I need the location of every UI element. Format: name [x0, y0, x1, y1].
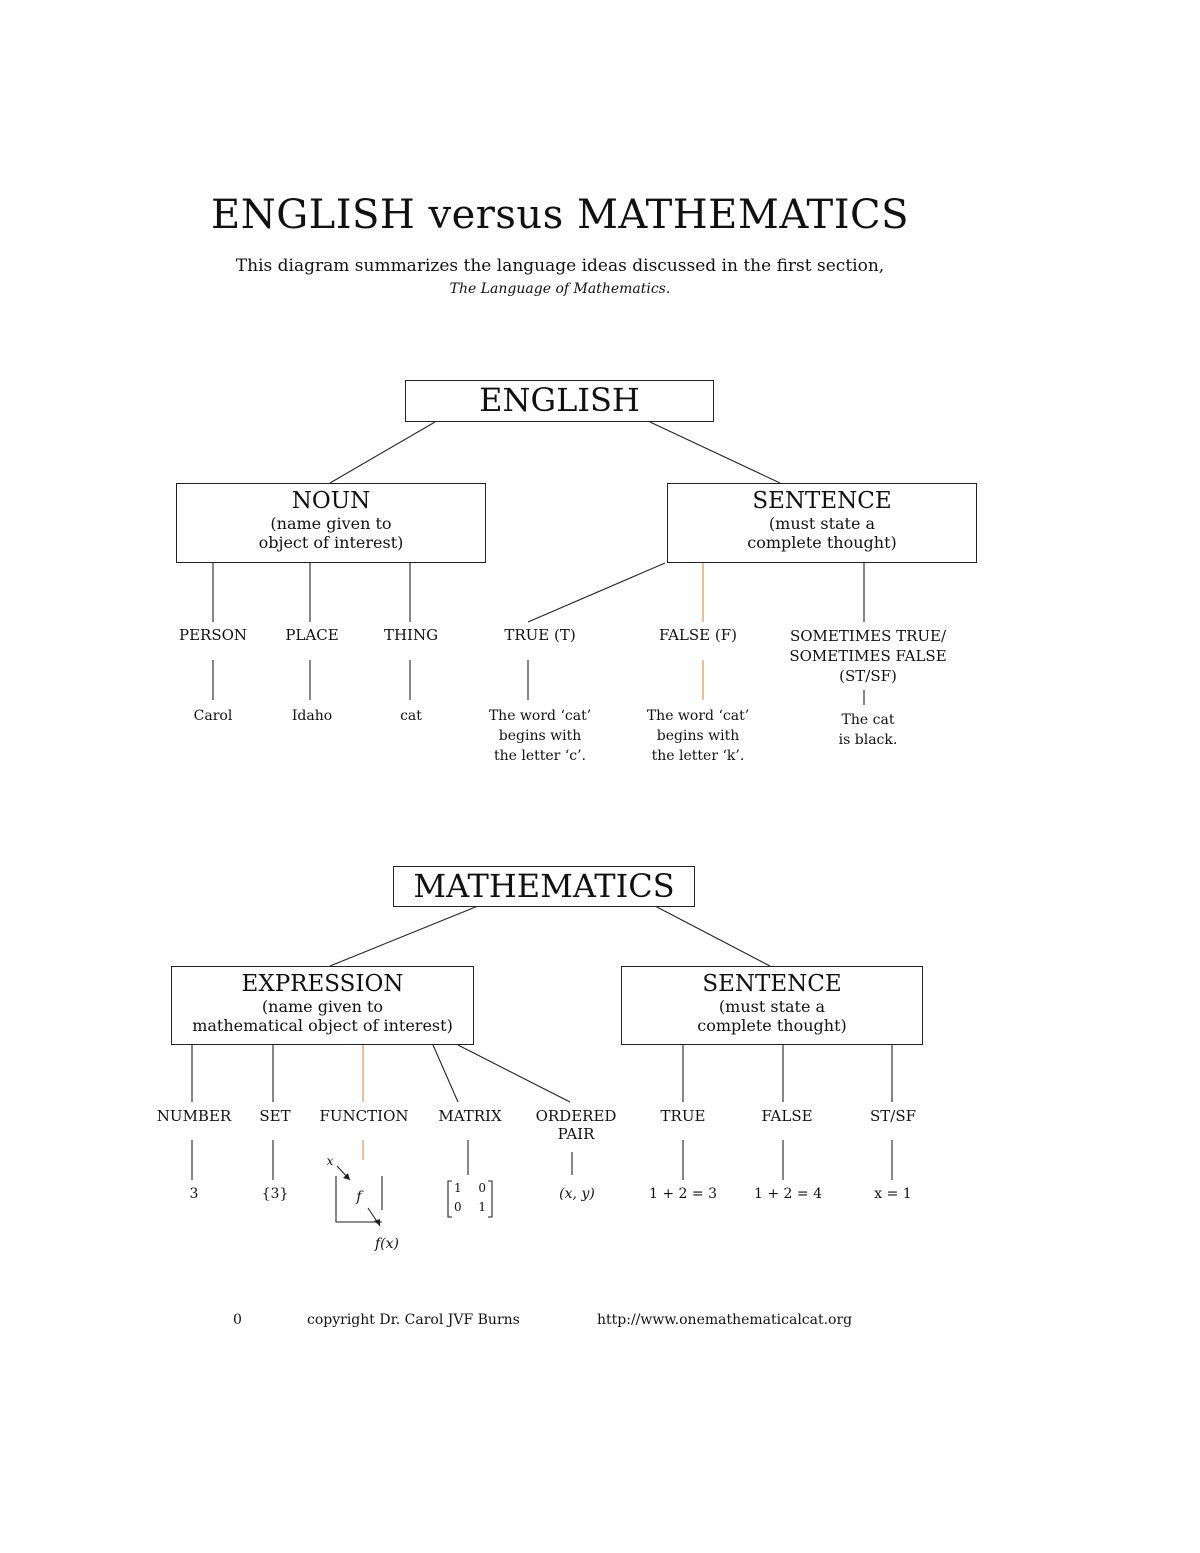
connector-expression-matrix	[433, 1045, 458, 1102]
label-sometimes-line3: (ST/SF)	[839, 667, 897, 685]
matrix-cell: 0	[454, 1200, 462, 1214]
matrix-cell: 1	[478, 1200, 486, 1214]
example-math-false: 1 + 2 = 4	[754, 1186, 822, 1202]
matrix-example	[452, 1179, 488, 1217]
math-root-box	[393, 866, 695, 907]
footer-copyright: copyright Dr. Carol JVF Burns	[307, 1312, 520, 1328]
example-sometimes-line2: is black.	[838, 732, 898, 748]
footer-url[interactable]: http://www.onemathematicalcat.org	[597, 1312, 853, 1328]
label-number: NUMBER	[156, 1107, 232, 1125]
label-thing: THING	[383, 626, 439, 644]
connector-math-sentence	[655, 906, 770, 966]
english-sentence-title: SENTENCE	[752, 488, 892, 514]
example-place: Idaho	[291, 708, 333, 724]
function-input: x	[326, 1154, 334, 1168]
label-function: FUNCTION	[319, 1107, 409, 1125]
example-sometimes	[839, 710, 898, 750]
label-ordered-pair-line2: PAIR	[557, 1125, 595, 1143]
page-subtitle: This diagram summarizes the language ideas discussed in the first section,	[235, 256, 885, 276]
example-person: Carol	[193, 708, 233, 724]
example-true	[489, 706, 591, 766]
math-sentence-desc-line1: (must state a	[718, 997, 826, 1016]
connector-expression-pair	[458, 1045, 570, 1102]
page-title: ENGLISH versus MATHEMATICS	[211, 192, 909, 238]
example-false-line2: begins with	[656, 728, 740, 744]
matrix-cell: 1	[454, 1181, 462, 1195]
expression-desc-line2: mathematical object of interest)	[192, 1016, 453, 1035]
expression-desc-line1: (name given to	[261, 997, 384, 1016]
english-sentence-desc-line2: complete thought)	[747, 533, 897, 552]
label-math-false: FALSE	[761, 1107, 813, 1125]
english-sentence-box	[667, 483, 977, 563]
example-ordered-pair: (x, y)	[559, 1186, 595, 1202]
label-ordered-pair	[536, 1107, 617, 1143]
footer-page-number: 0	[233, 1312, 242, 1328]
example-set: {3}	[261, 1186, 289, 1202]
function-name: f	[356, 1189, 362, 1205]
subtitle-reference-title: The Language of Mathematics	[449, 281, 666, 297]
label-true: TRUE (T)	[504, 626, 576, 644]
example-false-line1: The word ‘cat’	[646, 708, 750, 724]
matrix-cell: 0	[478, 1181, 486, 1195]
example-false-line3: the letter ‘k’.	[651, 748, 745, 764]
example-thing: cat	[400, 708, 422, 724]
expression-title: EXPRESSION	[241, 971, 404, 997]
noun-title: NOUN	[291, 488, 371, 514]
example-number: 3	[189, 1186, 199, 1202]
math-sentence-desc-line2: complete thought)	[697, 1016, 847, 1035]
math-expression-box	[171, 966, 474, 1045]
math-sentence-title: SENTENCE	[702, 971, 842, 997]
example-math-stsf: x = 1	[874, 1186, 912, 1202]
connector-english-sentence	[650, 422, 780, 483]
noun-desc-line2: object of interest)	[258, 533, 404, 552]
subtitle-reference	[0, 281, 1120, 297]
label-place: PLACE	[285, 626, 339, 644]
label-set: SET	[259, 1107, 291, 1125]
example-true-line1: The word ‘cat’	[488, 708, 592, 724]
connector-sentence-true	[528, 563, 665, 622]
example-sometimes-line1: The cat	[841, 712, 895, 728]
function-output: f(x)	[374, 1236, 400, 1252]
label-math-stsf: ST/SF	[869, 1107, 917, 1125]
example-true-line3: the letter ‘c’.	[493, 748, 587, 764]
example-math-true: 1 + 2 = 3	[649, 1186, 717, 1202]
label-matrix: MATRIX	[438, 1107, 502, 1125]
math-sentence-box	[621, 966, 923, 1045]
matrix-row-1	[452, 1179, 488, 1198]
label-math-true: TRUE	[660, 1107, 706, 1125]
english-sentence-desc-line1: (must state a	[768, 514, 876, 533]
example-false	[647, 706, 749, 766]
example-true-line2: begins with	[498, 728, 582, 744]
english-root-label: ENGLISH	[479, 381, 640, 419]
label-false: FALSE (F)	[658, 626, 738, 644]
matrix-bracket-right	[488, 1181, 492, 1217]
label-sometimes	[789, 626, 946, 686]
noun-desc-line1: (name given to	[270, 514, 392, 533]
connector-english-noun	[330, 422, 435, 483]
subtitle-reference-period: .	[665, 281, 671, 297]
label-person: PERSON	[178, 626, 248, 644]
math-root-label: MATHEMATICS	[413, 867, 675, 905]
label-sometimes-line1: SOMETIMES TRUE/	[789, 627, 947, 645]
matrix-row-2	[452, 1198, 488, 1217]
english-root-box	[405, 380, 714, 422]
label-sometimes-line2: SOMETIMES FALSE	[789, 647, 947, 665]
connector-math-expression	[330, 906, 478, 966]
label-ordered-pair-line1: ORDERED	[535, 1107, 617, 1125]
english-noun-box	[176, 483, 486, 563]
